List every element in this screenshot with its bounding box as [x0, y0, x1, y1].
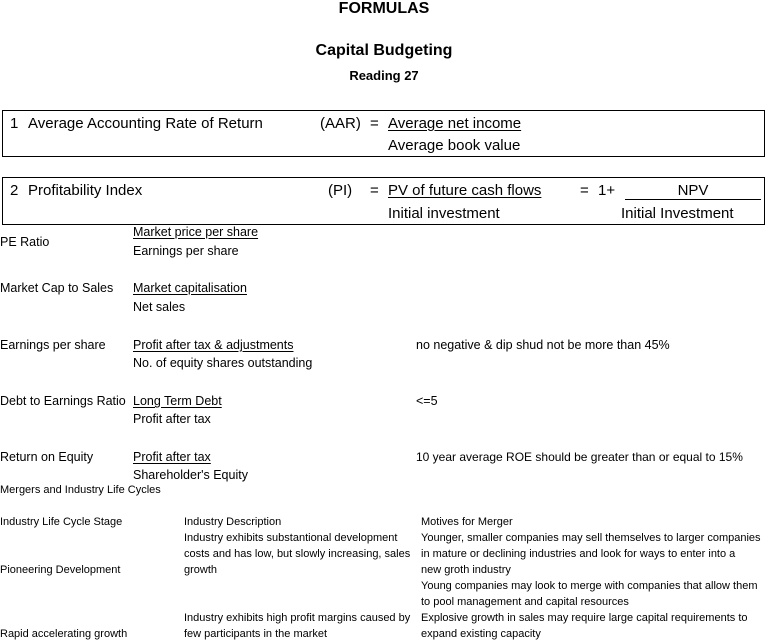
- ratio-label: Market Cap to Sales: [0, 281, 114, 295]
- description-line: Industry exhibits high profit margins caused by: [184, 612, 411, 624]
- equals-sign-2: =: [580, 182, 589, 199]
- description-line: few participants in the market: [184, 628, 328, 640]
- reading-label: Reading 27: [349, 68, 419, 83]
- stage-cell: Pioneering Development: [0, 564, 121, 576]
- formula-denominator-2: Initial Investment: [621, 205, 734, 222]
- formula-numerator-npv: NPV: [625, 182, 761, 200]
- formula-name: Average Accounting Rate of Return: [28, 115, 263, 132]
- description-line: growth: [184, 564, 218, 576]
- motive-line: Young companies may look to merge with companies that allow them: [421, 580, 758, 592]
- motive-line: new groth industry: [421, 564, 511, 576]
- ratio-numerator: Profit after tax: [133, 450, 211, 464]
- formula-denominator: Average book value: [388, 137, 521, 154]
- formula-name: Profitability Index: [28, 182, 143, 199]
- motive-line: in mature or declining industries and look for ways to enter into a: [421, 548, 736, 560]
- motive-line: expand existing capacity: [421, 628, 541, 640]
- formula-abbr: (AAR): [320, 115, 361, 132]
- motive-line: Explosive growth in sales may require large capital requirements to: [421, 612, 748, 624]
- formula-numerator: Average net income: [388, 115, 522, 132]
- ratio-numerator: Market price per share: [133, 225, 259, 239]
- ratio-numerator: Profit after tax & adjustments: [133, 338, 294, 352]
- ratio-denominator: Profit after tax: [133, 412, 211, 426]
- ratio-note: 10 year average ROE should be greater than or equal to 15%: [416, 450, 743, 464]
- equals-sign: =: [370, 115, 379, 132]
- ratio-note: no negative & dip shud not be more than 45%: [416, 338, 670, 352]
- ratio-denominator: Earnings per share: [133, 244, 239, 258]
- description-line: costs and has low, but slowly increasing, sales: [184, 548, 411, 560]
- ratio-denominator: No. of equity shares outstanding: [133, 356, 313, 370]
- mergers-section-title: Mergers and Industry Life Cycles: [0, 484, 161, 496]
- ratio-label: PE Ratio: [0, 235, 50, 249]
- ratio-note: <=5: [416, 394, 438, 408]
- column-header-stage: Industry Life Cycle Stage: [0, 516, 123, 528]
- one-plus: 1+: [598, 182, 616, 199]
- formula-abbr: (PI): [328, 182, 353, 199]
- formula-number: 2: [10, 182, 19, 199]
- column-header-description: Industry Description: [184, 516, 282, 528]
- ratio-denominator: Shareholder's Equity: [133, 468, 248, 482]
- stage-cell: Rapid accelerating growth: [0, 628, 128, 640]
- formula-number: 1: [10, 115, 19, 132]
- ratio-label: Return on Equity: [0, 450, 94, 464]
- formula-denominator: Initial investment: [388, 205, 500, 222]
- ratio-label: Debt to Earnings Ratio: [0, 394, 126, 408]
- formula-numerator: PV of future cash flows: [388, 182, 542, 199]
- motive-line: Younger, smaller companies may sell themselves to larger companies: [421, 532, 761, 544]
- ratio-denominator: Net sales: [133, 300, 186, 314]
- ratio-numerator: Market capitalisation: [133, 281, 247, 295]
- motive-line: to pool management and capital resources: [421, 596, 629, 608]
- column-header-motives: Motives for Merger: [421, 516, 513, 528]
- document-title: FORMULAS: [338, 0, 430, 17]
- ratio-numerator: Long Term Debt: [133, 394, 222, 408]
- ratio-label: Earnings per share: [0, 338, 106, 352]
- description-line: Industry exhibits substantional development: [184, 532, 398, 544]
- equals-sign: =: [370, 182, 379, 199]
- section-title: Capital Budgeting: [315, 42, 453, 59]
